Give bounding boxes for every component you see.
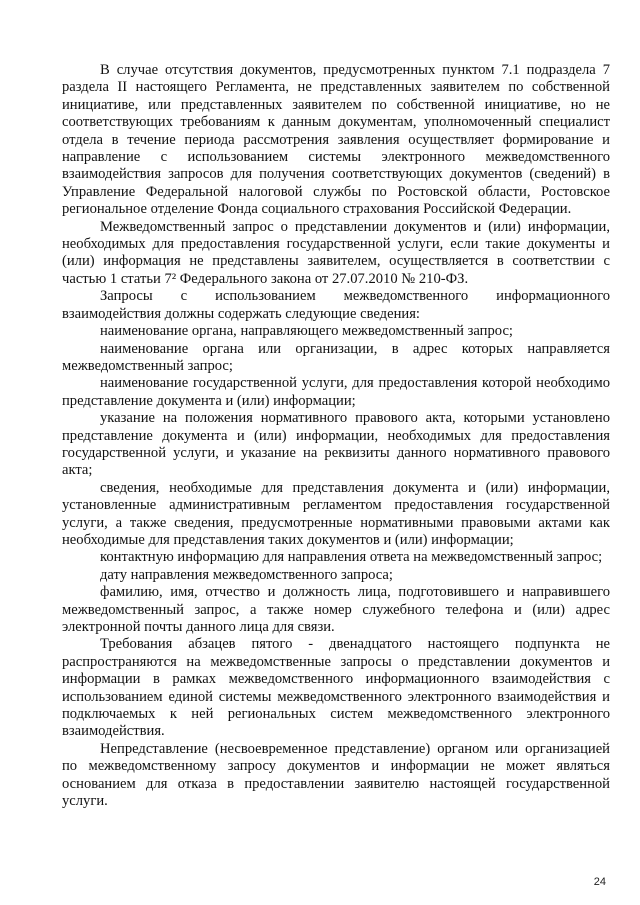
page-number: 24: [593, 876, 606, 888]
paragraph: наименование органа или организации, в адрес которых направляется межведомственный запрос;: [62, 340, 610, 374]
paragraph: Непредставление (несвоевременное представление) органом или организацией по межведомственному запросу документов и информации не может являться основанием для отказа в предоставлении заявителю настоящей государственной услуги.: [62, 740, 610, 810]
paragraph: В случае отсутствия документов, предусмотренных пунктом 7.1 подраздела 7 раздела II настоящего Регламента, не представленных заявителем по собственной инициативе, или представленных заявителем по собственной инициативе, но не соответствующих требованиям к данным документам, уполномоченный специалист отдела в течение периода рассмотрения заявления осуществляет формирование и направление с использованием системы электронного межведомственного взаимодействия запросов для получения соответствующих документов (сведений) в Управление Федеральной налоговой службы по Ростовской области, Ростовское региональное отделение Фонда социального страхования Российской Федерации.: [62, 62, 610, 218]
paragraph: дату направления межведомственного запроса;: [100, 566, 393, 583]
paragraph: сведения, необходимые для представления документа и (или) информации, установленные административным регламентом предоставления государственной услуги, а также сведения, предусмотренные нормативными правовыми актами как необходимые для представления таких документов и (или) информации;: [62, 479, 610, 548]
paragraph: наименование государственной услуги, для предоставления которой необходимо представление документа и (или) информации;: [62, 375, 610, 409]
document-body: [62, 62, 610, 810]
paragraph: фамилию, имя, отчество и должность лица, подготовившего и направившего межведомственный запрос, а также номер служебного телефона и (или) адрес электронной почты данного лица для связи.: [62, 584, 610, 635]
paragraph: наименование органа, направляющего межведомственный запрос;: [100, 323, 513, 340]
paragraph: Запросы с использованием межведомственного информационного взаимодействия должны содержать следующие сведения:: [62, 288, 610, 322]
paragraph: указание на положения нормативного правового акта, которыми установлено представление документа и (или) информации, необходимых для предоставления государственной услуги, и указание на реквизиты данного нормативного правового акта;: [62, 410, 610, 479]
paragraph: Межведомственный запрос о представлении документов и (или) информации, необходимых для предоставления государственной услуги, если такие документы и (или) информация не представлены заявителем, осуществляется в соответствии с частью 1 статьи 7² Федерального закона от 27.07.2010 № 210-ФЗ.: [62, 218, 610, 287]
paragraph: Требования абзацев пятого - двенадцатого настоящего подпункта не распространяются на межведомственные запросы о представлении документов и информации в рамках межведомственного информационного взаимодействия с использованием единой системы межведомственного электронного взаимодействия и подключаемых к ней региональных систем межведомственного электронного взаимодействия.: [62, 636, 610, 740]
paragraph: контактную информацию для направления ответа на межведомственный запрос;: [100, 549, 603, 566]
